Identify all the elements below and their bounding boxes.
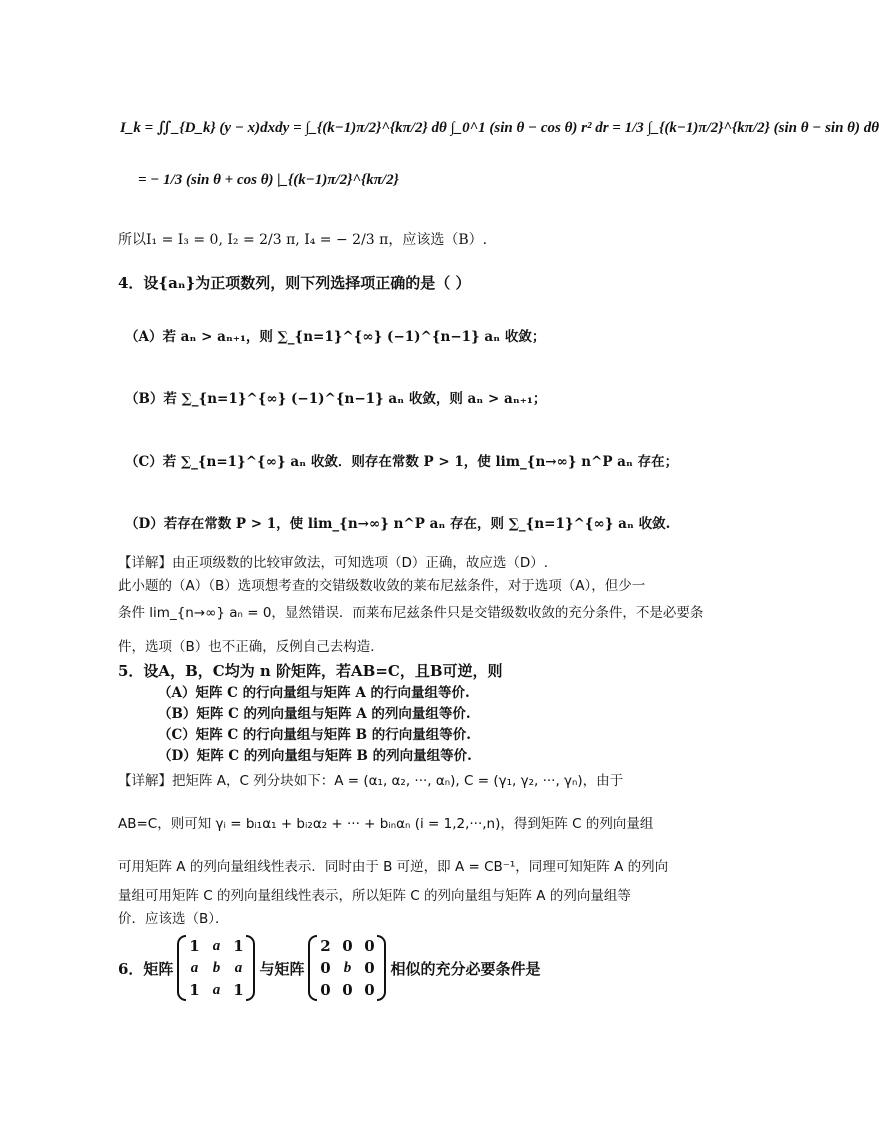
q5-detail-line1: 【详解】把矩阵 A，C 列分块如下：A = (α₁, α₂, ···, αₙ), C = (γ₁, γ₂, ···, γₙ)，由于 <box>118 773 624 789</box>
q5-option-b: （B）矩阵 C 的列向量组与矩阵 A 的列向量组等价. <box>158 706 471 722</box>
matrix-2-cell: 0 <box>342 981 353 999</box>
q6-suffix: 相似的充分必要条件是 <box>390 959 541 978</box>
q4-detail-line1: 【详解】由正项级数的比较审敛法，可知选项（D）正确，故应选（D）. <box>118 555 549 571</box>
q4-option-d: （D）若存在常数 P > 1，使 lim_{n→∞} n^P aₙ 存在，则 ∑_{n=1}^{∞} aₙ 收敛. <box>125 516 671 532</box>
matrix-1 <box>183 935 249 1001</box>
q4-detail-line3: 条件 lim_{n→∞} aₙ = 0，显然错误．而莱布尼兹条件只是交错级数收敛的充分条件，不是必要条 <box>118 605 704 621</box>
q5-option-c: （C）矩阵 C 的行向量组与矩阵 B 的行向量组等价. <box>158 727 471 743</box>
matrix-1-cell: a <box>234 959 243 976</box>
q5-title: 5．设A，B，C均为 n 阶矩阵，若AB=C，且B可逆，则 <box>118 662 503 680</box>
integral-formula-line2: = − 1/3 (sin θ + cos θ) |_{(k−1)π/2}^{kπ/2} <box>138 172 399 188</box>
q4-option-b: （B）若 ∑_{n=1}^{∞} (−1)^{n−1} aₙ 收敛，则 aₙ > aₙ₊₁； <box>125 391 547 407</box>
q3-conclusion: 所以I₁ = I₃ = 0, I₂ = 2/3 π, I₄ = − 2/3 π，应该选（B）. <box>118 232 488 248</box>
matrix-1-cell: 1 <box>189 937 200 955</box>
q5-option-d: （D）矩阵 C 的列向量组与矩阵 B 的列向量组等价. <box>158 748 472 764</box>
q4-option-a: （A）若 aₙ > aₙ₊₁，则 ∑_{n=1}^{∞} (−1)^{n−1} aₙ 收敛； <box>125 329 546 345</box>
matrix-2-cell: 0 <box>320 981 331 999</box>
matrix-1-cell: b <box>212 959 221 976</box>
matrix-2-cell: 0 <box>364 937 375 955</box>
matrix-1-cell: 1 <box>233 937 244 955</box>
q4-title: 4．设{aₙ}为正项数列，则下列选择项正确的是（ ） <box>118 274 471 292</box>
q4-detail-line4: 件，选项（B）也不正确，反例自己去构造． <box>118 639 384 655</box>
q6-middle: 与矩阵 <box>259 959 305 978</box>
q4-option-c: （C）若 ∑_{n=1}^{∞} aₙ 收敛．则存在常数 P > 1，使 lim_{n→∞} n^P aₙ 存在； <box>125 454 679 470</box>
matrix-2-cell: 0 <box>364 959 375 977</box>
q5-detail-line2: AB=C，则可知 γᵢ = bᵢ₁α₁ + bᵢ₂α₂ + ··· + bᵢₙαₙ (i = 1,2,···,n)，得到矩阵 C 的列向量组 <box>118 816 654 832</box>
q5-detail-line5: 价．应该选（B）． <box>118 911 229 927</box>
q6-prefix: 6．矩阵 <box>118 959 174 978</box>
matrix-2-cell: 2 <box>320 937 331 955</box>
q4-detail-line2: 此小题的（A）（B）选项想考查的交错级数收敛的莱布尼兹条件，对于选项（A），但少一 <box>118 578 646 594</box>
matrix-2 <box>314 935 380 1001</box>
matrix-2-cell: b <box>343 959 352 976</box>
matrix-2-cell: 0 <box>364 981 375 999</box>
q5-option-a: （A）矩阵 C 的行向量组与矩阵 A 的行向量组等价. <box>158 685 470 701</box>
matrix-1-cell: 1 <box>189 981 200 999</box>
q5-detail-line4: 量组可用矩阵 C 的列向量组线性表示，所以矩阵 C 的列向量组与矩阵 A 的列向量组等 <box>118 888 631 904</box>
matrix-1-cell: 1 <box>233 981 244 999</box>
q6-statement <box>118 935 540 1001</box>
matrix-2-cell: 0 <box>342 937 353 955</box>
matrix-2-cell: 0 <box>320 959 331 977</box>
integral-formula-line1: I_k = ∬_{D_k} (y − x)dxdy = ∫_{(k−1)π/2}^{kπ/2} dθ ∫_0^1 (sin θ − cos θ) r² dr = 1/3 ∫_{(k−1)π/2}^{kπ/2} (sin θ − sin θ) dθ <box>120 120 879 136</box>
matrix-1-cell: a <box>212 937 221 954</box>
matrix-1-cell: a <box>190 959 199 976</box>
q5-detail-line3: 可用矩阵 A 的列向量组线性表示．同时由于 B 可逆，即 A = CB⁻¹，同理可知矩阵 A 的列向 <box>118 859 669 875</box>
matrix-1-cell: a <box>212 981 221 998</box>
